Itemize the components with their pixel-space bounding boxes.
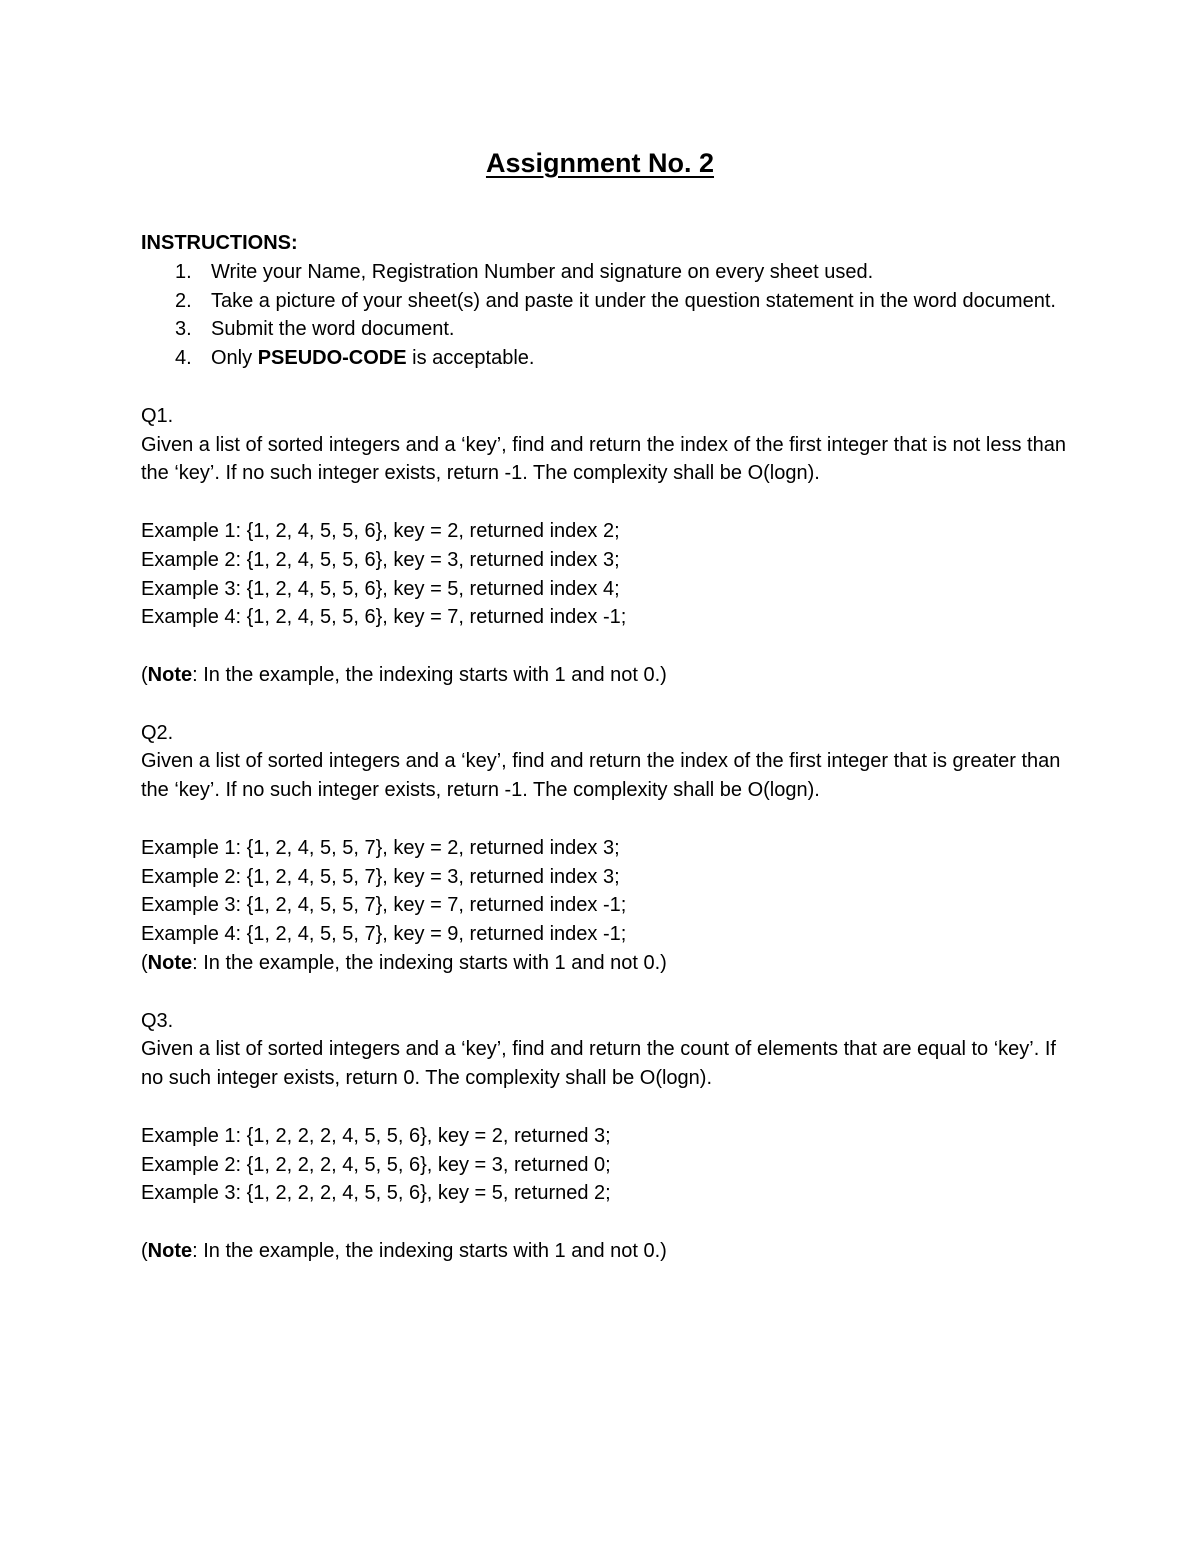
document-body <box>141 229 1071 1266</box>
instruction-text: Take a picture of your sheet(s) and paste it under the question statement in the word document. <box>211 289 1056 312</box>
q3-statement: Given a list of sorted integers and a ‘key’, find and return the count of elements that are equal to ‘key’. If no such integer exists, return 0. The complexity shall be O(logn). <box>141 1038 1056 1090</box>
note-text: : In the example, the indexing starts with 1 and not 0.) <box>192 1239 667 1262</box>
instruction-item <box>141 344 1071 373</box>
q2-statement: Given a list of sorted integers and a ‘key’, find and return the index of the first integer that is greater than the ‘key’. If no such integer exists, return -1. The complexity shall be O(logn). <box>141 750 1061 802</box>
instruction-number: 4. <box>175 347 192 370</box>
instructions-list <box>141 258 1071 373</box>
instruction-text-pre: Only <box>211 347 258 370</box>
q2-example: Example 4: {1, 2, 4, 5, 5, 7}, key = 9, returned index -1; <box>141 923 627 946</box>
q2-example: Example 2: {1, 2, 4, 5, 5, 7}, key = 3, returned index 3; <box>141 865 620 888</box>
q1-example: Example 1: {1, 2, 4, 5, 5, 6}, key = 2, returned index 2; <box>141 519 620 542</box>
note-open: ( <box>141 663 148 686</box>
spacer <box>141 373 1071 402</box>
page-title: Assignment No. 2 <box>485 148 715 178</box>
instruction-number: 3. <box>175 318 192 341</box>
q3-example: Example 1: {1, 2, 2, 2, 4, 5, 5, 6}, key = 2, returned 3; <box>141 1124 611 1147</box>
note-label: Note <box>147 1239 193 1262</box>
spacer <box>141 488 1071 517</box>
q2-note <box>141 949 1071 978</box>
note-label: Note <box>147 951 193 974</box>
note-open: ( <box>141 1239 148 1262</box>
instruction-number: 1. <box>175 260 192 283</box>
q3-example: Example 2: {1, 2, 2, 2, 4, 5, 5, 6}, key = 3, returned 0; <box>141 1153 611 1176</box>
spacer <box>141 1093 1071 1122</box>
instruction-text-post: is acceptable. <box>406 347 535 370</box>
note-text: : In the example, the indexing starts with 1 and not 0.) <box>192 663 667 686</box>
spacer <box>141 978 1071 1007</box>
q2-label: Q2. <box>141 721 174 744</box>
q1-example: Example 3: {1, 2, 4, 5, 5, 6}, key = 5, returned index 4; <box>141 577 620 600</box>
q2-example: Example 3: {1, 2, 4, 5, 5, 7}, key = 7, returned index -1; <box>141 894 627 917</box>
instruction-item <box>141 315 1071 344</box>
instruction-number: 2. <box>175 289 192 312</box>
note-label: Note <box>147 663 193 686</box>
instruction-text-bold: PSEUDO-CODE <box>257 347 407 370</box>
instruction-text: Write your Name, Registration Number and signature on every sheet used. <box>211 260 874 283</box>
note-open: ( <box>141 951 148 974</box>
q1-statement: Given a list of sorted integers and a ‘key’, find and return the index of the first integer that is not less than the ‘key’. If no such integer exists, return -1. The complexity shall be O(logn). <box>141 433 1066 485</box>
spacer <box>141 1208 1071 1237</box>
q3-label: Q3. <box>141 1009 174 1032</box>
q3-example: Example 3: {1, 2, 2, 2, 4, 5, 5, 6}, key = 5, returned 2; <box>141 1182 611 1205</box>
spacer <box>141 690 1071 719</box>
q1-label: Q1. <box>141 404 174 427</box>
note-text: : In the example, the indexing starts with 1 and not 0.) <box>192 951 667 974</box>
q1-example: Example 2: {1, 2, 4, 5, 5, 6}, key = 3, returned index 3; <box>141 548 620 571</box>
instruction-text: Submit the word document. <box>211 318 455 341</box>
q2-example: Example 1: {1, 2, 4, 5, 5, 7}, key = 2, returned index 3; <box>141 836 620 859</box>
instruction-item <box>141 258 1071 287</box>
q1-note <box>141 661 1071 690</box>
instructions-heading: INSTRUCTIONS: <box>141 232 298 254</box>
spacer <box>141 805 1071 834</box>
q1-example: Example 4: {1, 2, 4, 5, 5, 6}, key = 7, returned index -1; <box>141 606 627 629</box>
instruction-item <box>141 287 1071 316</box>
spacer <box>141 632 1071 661</box>
q3-note <box>141 1237 1071 1266</box>
